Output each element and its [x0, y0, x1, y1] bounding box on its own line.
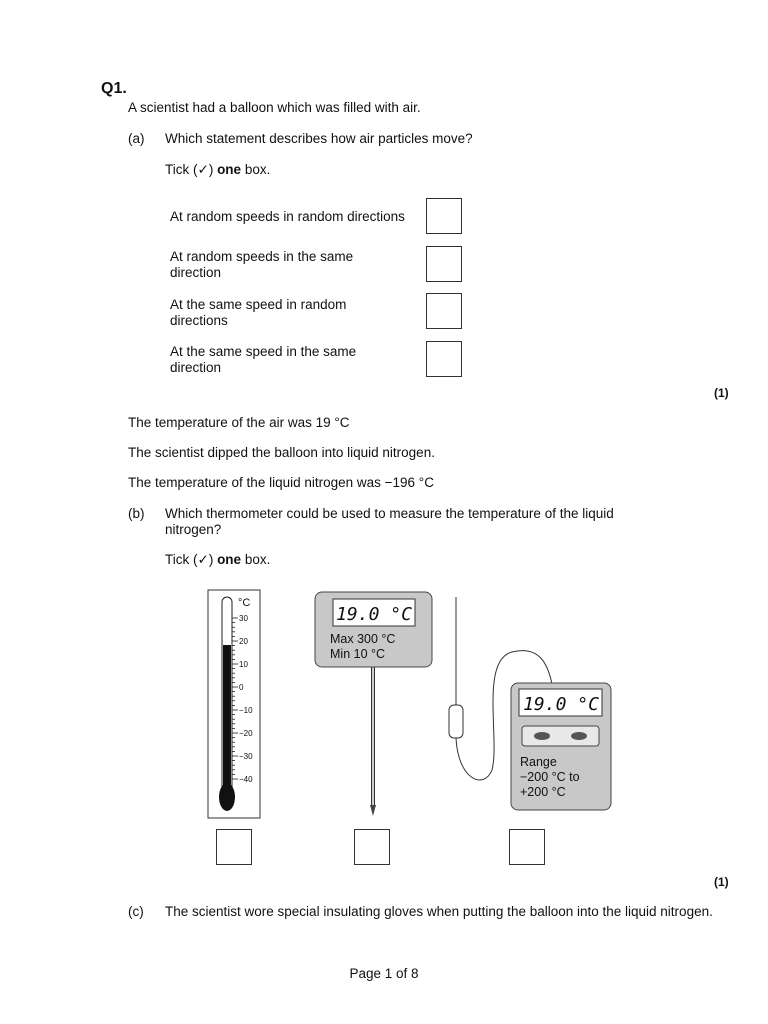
part-a-question: Which statement describes how air particles move?	[165, 131, 473, 146]
part-c-label: (c)	[128, 904, 144, 919]
range-label: Range	[520, 755, 557, 769]
liquid-thermometer	[208, 590, 260, 818]
part-b-label: (b)	[128, 506, 145, 521]
tick-mark-icon: ✓	[197, 552, 209, 567]
option-a1-label: At random speeds in random directions	[170, 209, 405, 224]
digital-probe-thermometer	[315, 592, 432, 816]
scale-label: 0	[239, 683, 244, 692]
thermometer-1-checkbox[interactable]	[216, 829, 252, 865]
probe-max-label: Max 300 °C	[330, 632, 396, 646]
device-button	[571, 732, 587, 740]
scale-label: −40	[239, 775, 253, 784]
scale-label: −20	[239, 729, 253, 738]
page-number: Page 1 of 8	[349, 966, 419, 981]
scale-unit: °C	[238, 597, 251, 609]
scale-label: 10	[239, 660, 248, 669]
statement-nitrogen-temperature: The temperature of the liquid nitrogen was −196 °C	[128, 475, 434, 490]
liquid-column	[223, 645, 231, 797]
part-b-question: Which thermometer could be used to measure the temperature of the liquid nitrogen?	[165, 506, 614, 537]
button-panel	[522, 726, 599, 746]
option-a2-label: At random speeds in the same direction	[170, 249, 354, 280]
question-number: Q1.	[101, 80, 127, 97]
question-intro: A scientist had a balloon which was filled with air.	[128, 100, 421, 115]
part-c-question: The scientist wore special insulating gloves when putting the balloon into the liquid nitrogen.	[165, 904, 713, 919]
option-a3-label: At the same speed in random directions	[170, 297, 347, 328]
part-b-tick-instruction: Tick (✓) one box.	[165, 552, 271, 567]
part-a-marks: (1)	[714, 386, 729, 400]
part-a-label: (a)	[128, 131, 145, 146]
cable-display: 19.0 °C	[523, 694, 599, 715]
thermometer-3-checkbox[interactable]	[509, 829, 545, 865]
probe-min-label: Min 10 °C	[330, 647, 386, 661]
range-high: +200 °C	[520, 785, 566, 799]
statement-air-temperature: The temperature of the air was 19 °C	[128, 415, 350, 430]
scale-label: −30	[239, 752, 253, 761]
scale-label: 20	[239, 637, 248, 646]
tick-mark-icon: ✓	[197, 162, 209, 177]
range-low: −200 °C to	[520, 770, 580, 784]
thermometer-bulb	[219, 783, 235, 811]
scale-label: 30	[239, 614, 248, 623]
part-a-tick-instruction: Tick (✓) one box.	[165, 162, 271, 177]
device-button	[534, 732, 550, 740]
probe-sensor	[449, 705, 463, 738]
cable-digital-thermometer	[449, 597, 611, 810]
part-b-marks: (1)	[714, 875, 729, 889]
probe-display: 19.0 °C	[336, 604, 412, 625]
statement-dipped: The scientist dipped the balloon into liquid nitrogen.	[128, 445, 435, 460]
thermometer-2-checkbox[interactable]	[354, 829, 390, 865]
option-a4-label: At the same speed in the same direction	[170, 344, 357, 375]
scale-label: −10	[239, 706, 253, 715]
